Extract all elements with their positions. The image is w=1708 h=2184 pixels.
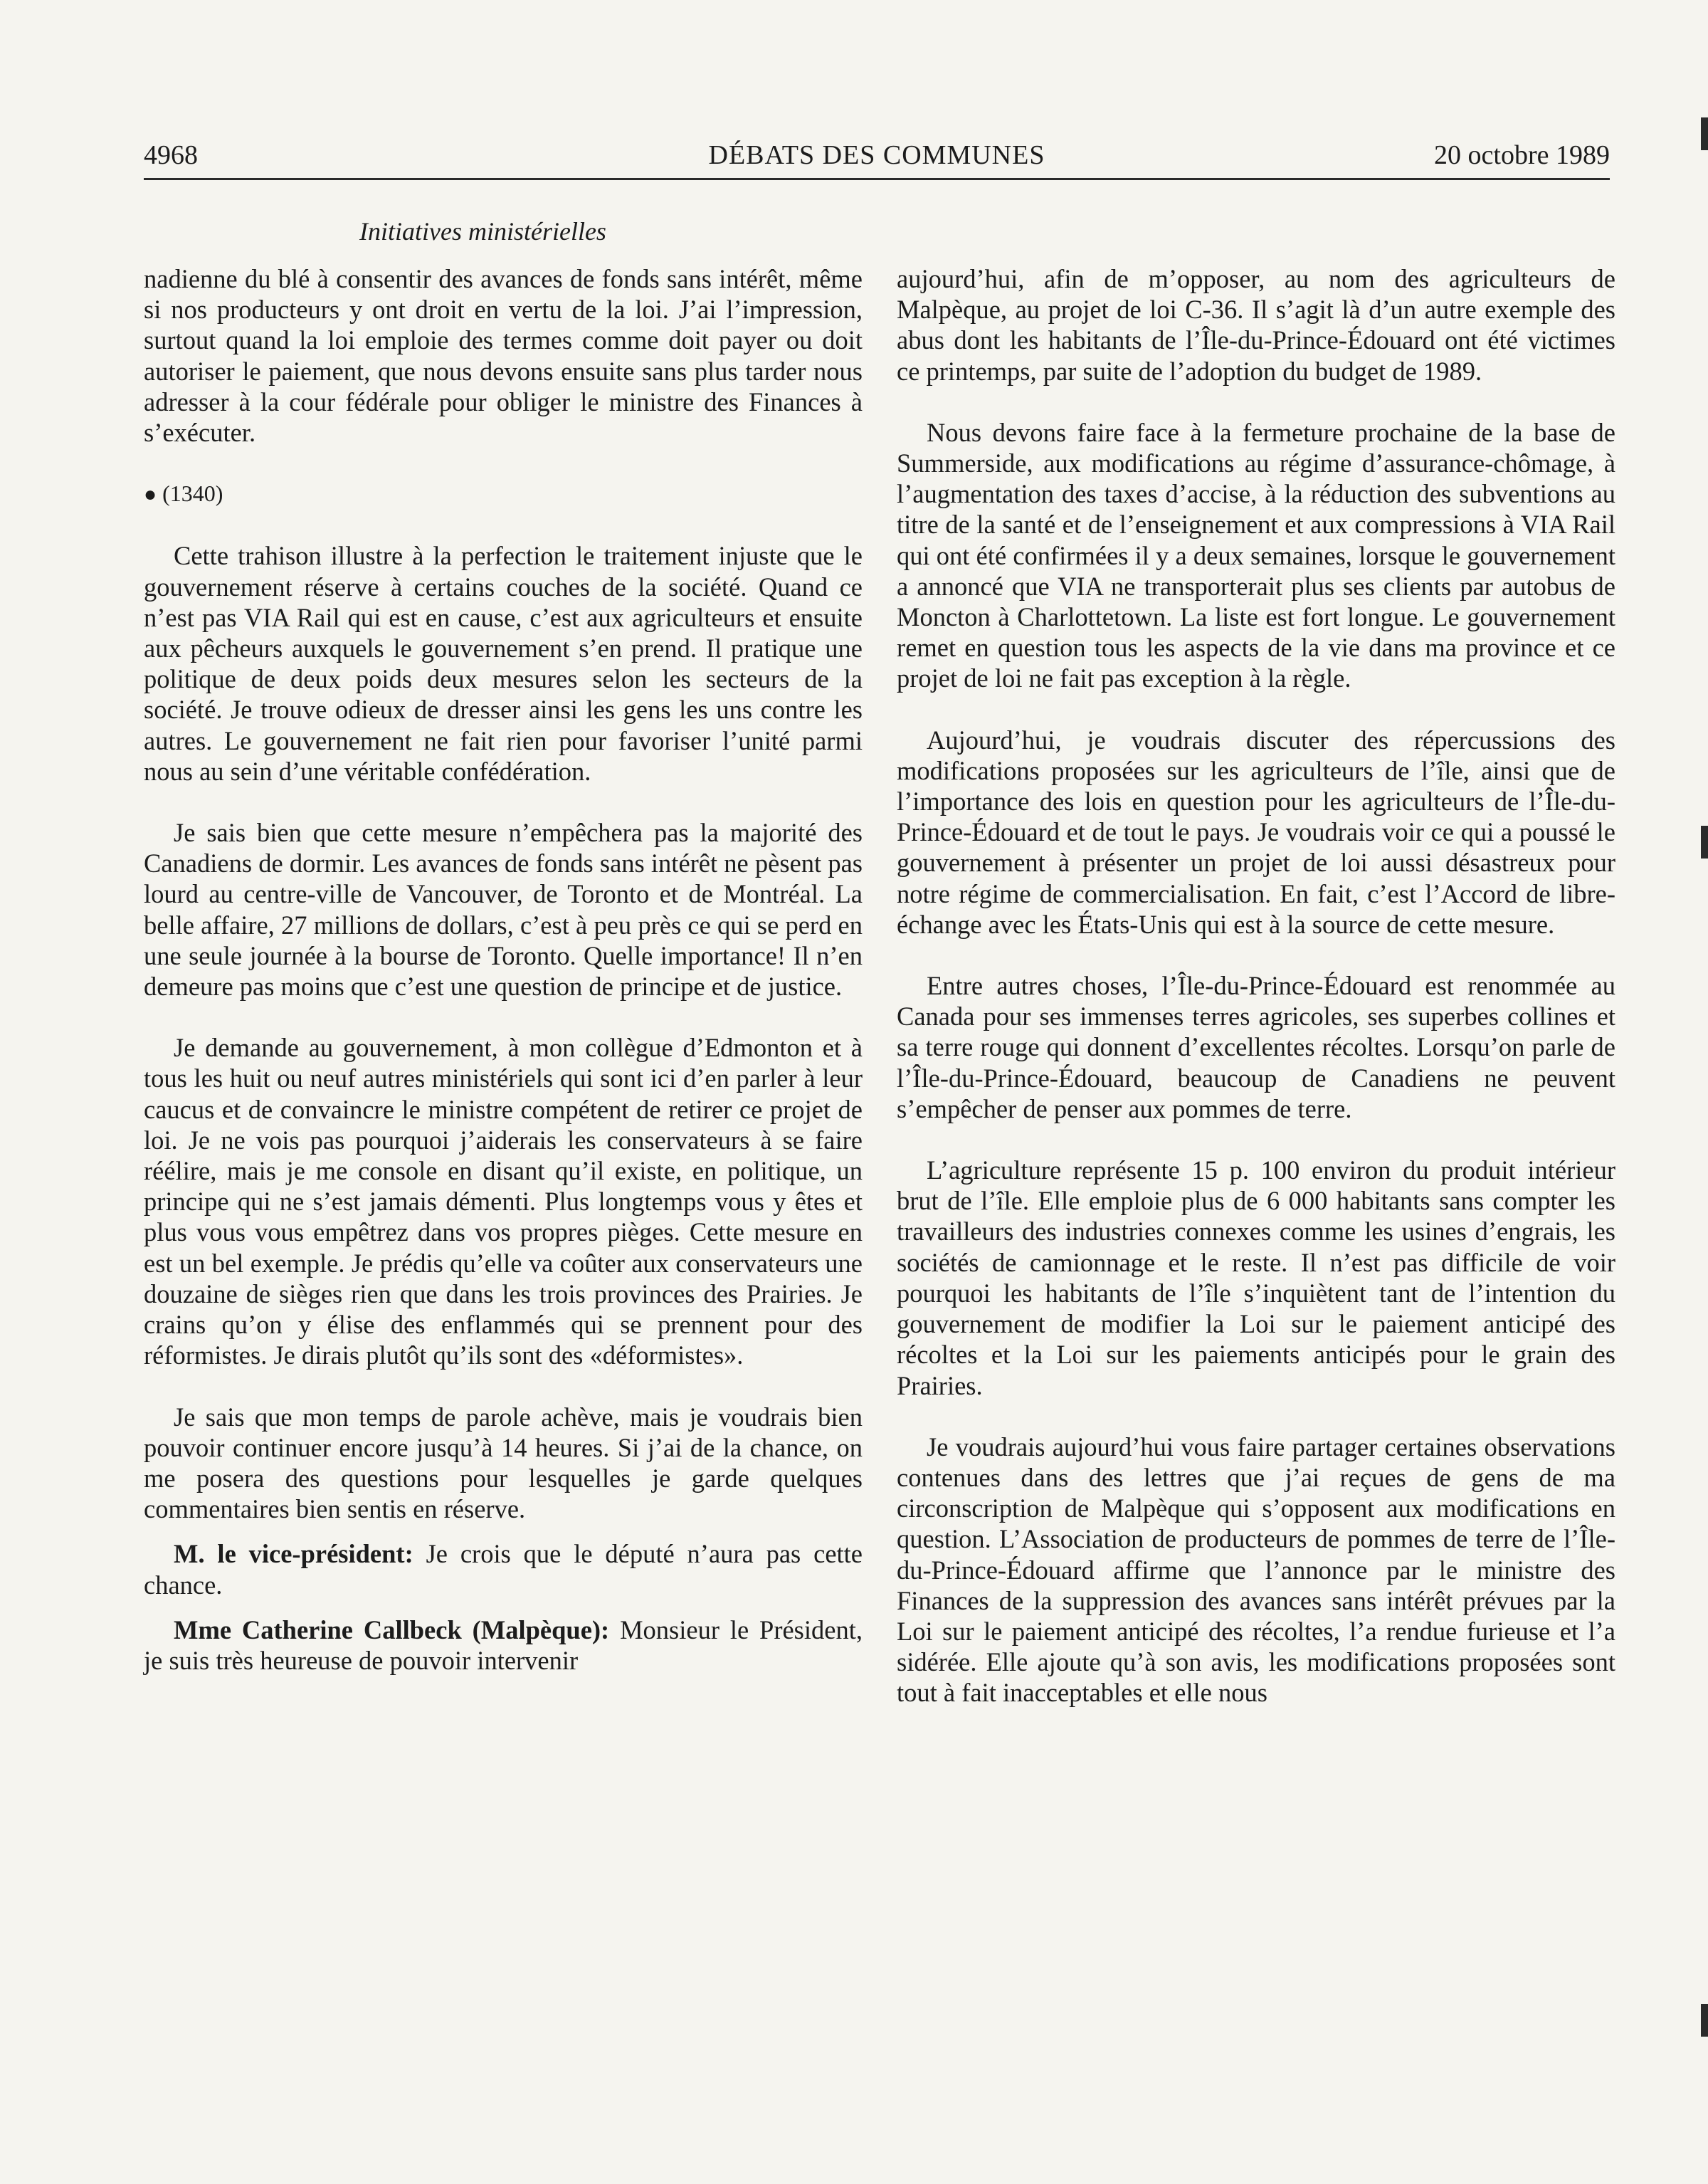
paragraph: Je sais que mon temps de parole achève, mais je voudrais bien pouvoir continuer encore jusqu’à 14 heures. Si j’ai de la chance, on me posera des questions pour lesquelles je garde quelques commentaires bien sentis en réserve. bbox=[144, 1402, 863, 1524]
time-marker bbox=[144, 478, 863, 510]
section-title: Initiatives ministérielles bbox=[359, 217, 606, 246]
paragraph: Nous devons faire face à la fermeture prochaine de la base de Summerside, aux modifications au régime d’assurance-chômage, à l’augmentation des taxes d’accise, à la réduction des subventions au titre de la santé et de l’enseignement et aux compressions à VIA Rail qui ont été confirmées il y a deux semaines, lorsque le gouvernement a annoncé que VIA ne transporterait plus ses clients par autobus de Moncton à Charlottetown. La liste est fort longue. Le gouvernement remet en question tous les aspects de la vie dans ma province et ce projet de loi ne fait pas exception à la règle. bbox=[897, 417, 1615, 693]
binding-hole bbox=[1701, 117, 1708, 150]
speaker-text: Monsieur le Président, je suis très heureuse de pouvoir intervenir bbox=[144, 1615, 863, 1675]
speaker-name: M. le vice-président: bbox=[174, 1539, 413, 1569]
speaker-text: Je crois que le député n’aura pas cette chance. bbox=[144, 1539, 863, 1600]
binding-hole bbox=[1701, 826, 1708, 859]
time-marker-label: (1340) bbox=[162, 481, 223, 507]
paragraph: Entre autres choses, l’Île-du-Prince-Édouard est renommée au Canada pour ses immenses terres agricoles, ses superbes collines et sa terre rouge qui donnent d’excellentes récoltes. Lorsqu’on parle de l’Île-du-Prince-Édouard, beaucoup de Canadiens ne peuvent s’empêcher de penser aux pommes de terre. bbox=[897, 971, 1615, 1123]
binding-hole bbox=[1701, 2004, 1708, 2037]
page-number: 4968 bbox=[144, 140, 198, 170]
paragraph: Je sais bien que cette mesure n’empêchera pas la majorité des Canadiens de dormir. Les avances de fonds sans intérêt ne pèsent pas lourd au centre-ville de Vancouver, de Toronto et de Montréal. La belle affaire, 27 millions de dollars, c’est à peu près ce qui se perd en une seule journée à la bourse de Toronto. Quelle importance! Il n’en demeure pas moins que c’est une question de principe et de justice. bbox=[144, 818, 863, 1002]
speaker-paragraph bbox=[144, 1538, 863, 1600]
paragraph: Je voudrais aujourd’hui vous faire partager certaines observations contenues dans des lettres que j’ai reçues de gens de ma circonscription de Malpèque qui s’opposent aux modifications en question. L’Association de producteurs de pommes de terre de l’Île-du-Prince-Édouard affirme que l’annonce par le ministre des Finances de la suppression des avances sans intérêt prévues par la Loi sur le paiement anticipé des récoltes, l’a rendue furieuse et l’a sidérée. Elle ajoute qu’à son avis, les modifications proposées sont tout à fait inacceptables et elle nous bbox=[897, 1432, 1615, 1708]
paragraph: Cette trahison illustre à la perfection le traitement injuste que le gouvernement réserve à certains couches de la société. Quand ce n’est pas VIA Rail qui est en cause, c’est aux agriculteurs et ensuite aux pêcheurs auxquels le gouvernement s’en prend. Il pratique une politique de deux poids deux mesures selon les secteurs de la société. Je trouve odieux de dresser ainsi les gens les uns contre les autres. Le gouvernement ne fait rien pour favoriser l’unité parmi nous au sein d’une véritable confédération. bbox=[144, 541, 863, 786]
header-rule bbox=[144, 178, 1610, 180]
speaker-paragraph bbox=[144, 1615, 863, 1676]
bullet-icon: ● bbox=[144, 483, 157, 507]
speaker-name: Mme Catherine Callbeck (Malpèque): bbox=[174, 1615, 610, 1644]
paragraph: L’agriculture représente 15 p. 100 environ du produit intérieur brut de l’île. Elle emploie plus de 6 000 habitants sans compter les travailleurs des industries connexes comme les usines d’engrais, les sociétés de camionnage et le reste. Il n’est pas difficile de voir pourquoi les habitants de l’île s’inquiètent tant de l’intention du gouvernement de modifier la Loi sur le paiement anticipé des récoltes et la Loi sur les paiements anticipés pour le grain des Prairies. bbox=[897, 1155, 1615, 1400]
paragraph: Je demande au gouvernement, à mon collègue d’Edmonton et à tous les huit ou neuf autres ministériels qui sont ici d’en parler à leur caucus et de convaincre le ministre compétent de retirer ce projet de loi. Je ne vois pas pourquoi j’aiderais les conservateurs à se faire réélire, mais je me console en disant qu’il existe, en politique, un principe qui ne s’est jamais démenti. Plus longtemps vous y êtes et plus vous vous empêtrez dans vos propres pièges. Cette mesure en est un bel exemple. Je prédis qu’elle va coûter aux conservateurs une douzaine de sièges rien que dans les trois provinces des Prairies. Je crains qu’on y élise des enflammés qui se prennent pour des réformistes. Je dirais plutôt qu’ils sont des «déformistes». bbox=[144, 1033, 863, 1370]
paragraph: Aujourd’hui, je voudrais discuter des répercussions des modifications proposées sur les agriculteurs de l’île, ainsi que de l’importance des lois en question pour les agriculteurs de l’Île-du-Prince-Édouard et de tout le pays. Je voudrais voir ce qui a poussé le gouvernement à présenter un projet de loi aussi désastreux pour notre régime de commercialisation. En fait, c’est l’Accord de libre-échange avec les États-Unis qui est à la source de cette mesure. bbox=[897, 725, 1615, 939]
left-column bbox=[144, 263, 863, 1676]
issue-date: 20 octobre 1989 bbox=[1434, 140, 1610, 170]
journal-title: DÉBATS DES COMMUNES bbox=[708, 140, 1045, 170]
paragraph: aujourd’hui, afin de m’opposer, au nom des agriculteurs de Malpèque, au projet de loi C-36. Il s’agit là d’un autre exemple des abus dont les habitants de l’Île-du-Prince-Édouard ont été victimes ce printemps, par suite de l’adoption du budget de 1989. bbox=[897, 264, 1615, 386]
right-column bbox=[897, 263, 1615, 1708]
page-header bbox=[144, 134, 1610, 177]
paragraph: nadienne du blé à consentir des avances de fonds sans intérêt, même si nos producteurs y ont droit en vertu de la loi. J’ai l’impression, surtout quand la loi emploie des termes comme doit payer ou doit autoriser le paiement, que nous devons ensuite sans plus tarder nous adresser à la cour fédérale pour obliger le ministre des Finances à s’exécuter. bbox=[144, 264, 863, 448]
